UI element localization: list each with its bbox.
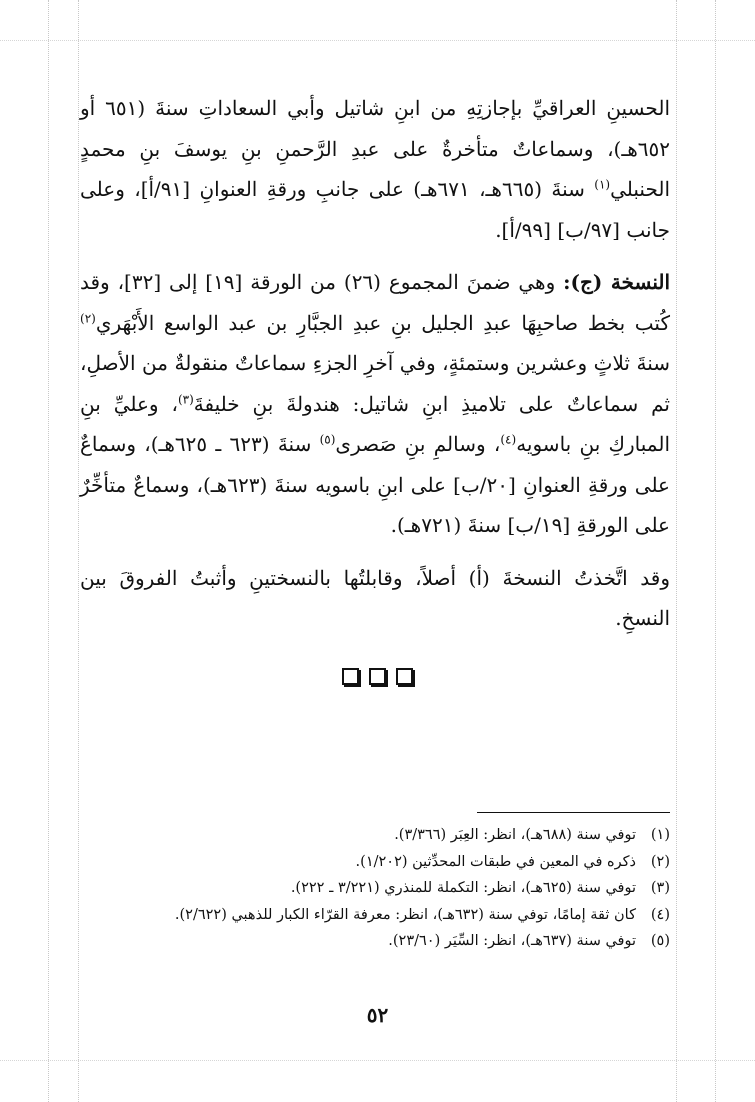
footnote-2: (٢)ذكره في المعين في طبقات المحدِّثين (١/٢٠٢). [355,853,670,870]
footnote-divider [477,812,670,813]
paragraph-1: الحسينِ العراقيِّ بإجازتِهِ من ابنِ شاتيل وأبي السعاداتِ سنةَ (٦٥١ أو ٦٥٢هـ)، وسماعاتٌ متأخرةٌ على عبدِ الرَّحمنِ بنِ يوسفَ بنِ محمدٍ الحنبلي$^{(١)}$ سنةَ (٦٦٥هـ، ٦٧١هـ) على جانبِ ورقةِ العنوانِ [٩١/أ]، وعلى جانب [٩٧/ب] [٩٩/أ]. [80,96,670,242]
guide-line-right [715,0,716,1102]
guide-line-inner-right [676,0,677,1102]
footnote-5: (٥)توفي سنة (٦٣٧هـ)، انظر: السِّيَر (٢٣/٦٠). [388,933,670,949]
section-separator [0,668,755,685]
footnote-3: (٣)توفي سنة (٦٢٥هـ)، انظر: التكملة للمنذري (٣/٢٢١ ـ ٢٢٢). [290,880,670,896]
footnotes [80,822,670,955]
guide-line-left [48,0,49,1102]
guide-line-top [0,40,755,41]
footnote-1: (١)توفي سنة (٦٨٨هـ)، انظر: العِبَر (٣/٣٦٦). [394,827,670,843]
guide-line-inner-left [78,0,79,1102]
guide-line-bottom [0,1060,755,1061]
main-text [80,88,670,651]
square-icon [342,668,359,685]
footnote-4: (٤)كان ثقة إمامًا، توفي سنة (٦٣٢هـ)، انظر: معرفة القرّاء الكبار للذهبي (٢/٦٢٢). [174,906,670,923]
square-icon [369,668,386,685]
square-icon [396,668,413,685]
paragraph-2: النسخة (ج): وهي ضمنَ المجموع (٢٦) من الورقة [١٩] إلى [٣٢]، وقد كُتب بخط صاحبِهَا عبدِ الجليل بنِ عبدِ الجبَّارِ بن عبد الواسع الأَبْهَري$^{(٢)}$ سنةَ ثلاثٍ وعشرين وستمئةٍ، وفي آخرِ الجزءِ سماعاتٌ منقولةٌ من الأصلِ، ثم سماعاتٌ على تلاميذِ ابنِ شاتيل: هندولةَ بنِ خليفةَ$^{(٣)}$، وعليِّ بنِ المباركِ بنِ باسويه$^{(٤)}$، وسالمِ بنِ صَصرى$^{(٥)}$ سنةَ (٦٢٣ ـ ٦٢٥هـ)، وسماعٌ على ورقةِ العنوانِ [٢٠/ب] على ابنِ باسويه سنةَ (٦٢٣هـ)، وسماعٌ متأخِّرٌ على الورقةِ [١٩/ب] سنةَ (٧٢١هـ). [80,270,671,537]
paragraph-3: وقد اتَّخذتُ النسخةَ (أ) أصلاً، وقابلتُها بالنسختينِ وأثبتُ الفروقَ بين النسخِ. [80,565,670,630]
page-number: ٥٢ [366,1003,389,1027]
